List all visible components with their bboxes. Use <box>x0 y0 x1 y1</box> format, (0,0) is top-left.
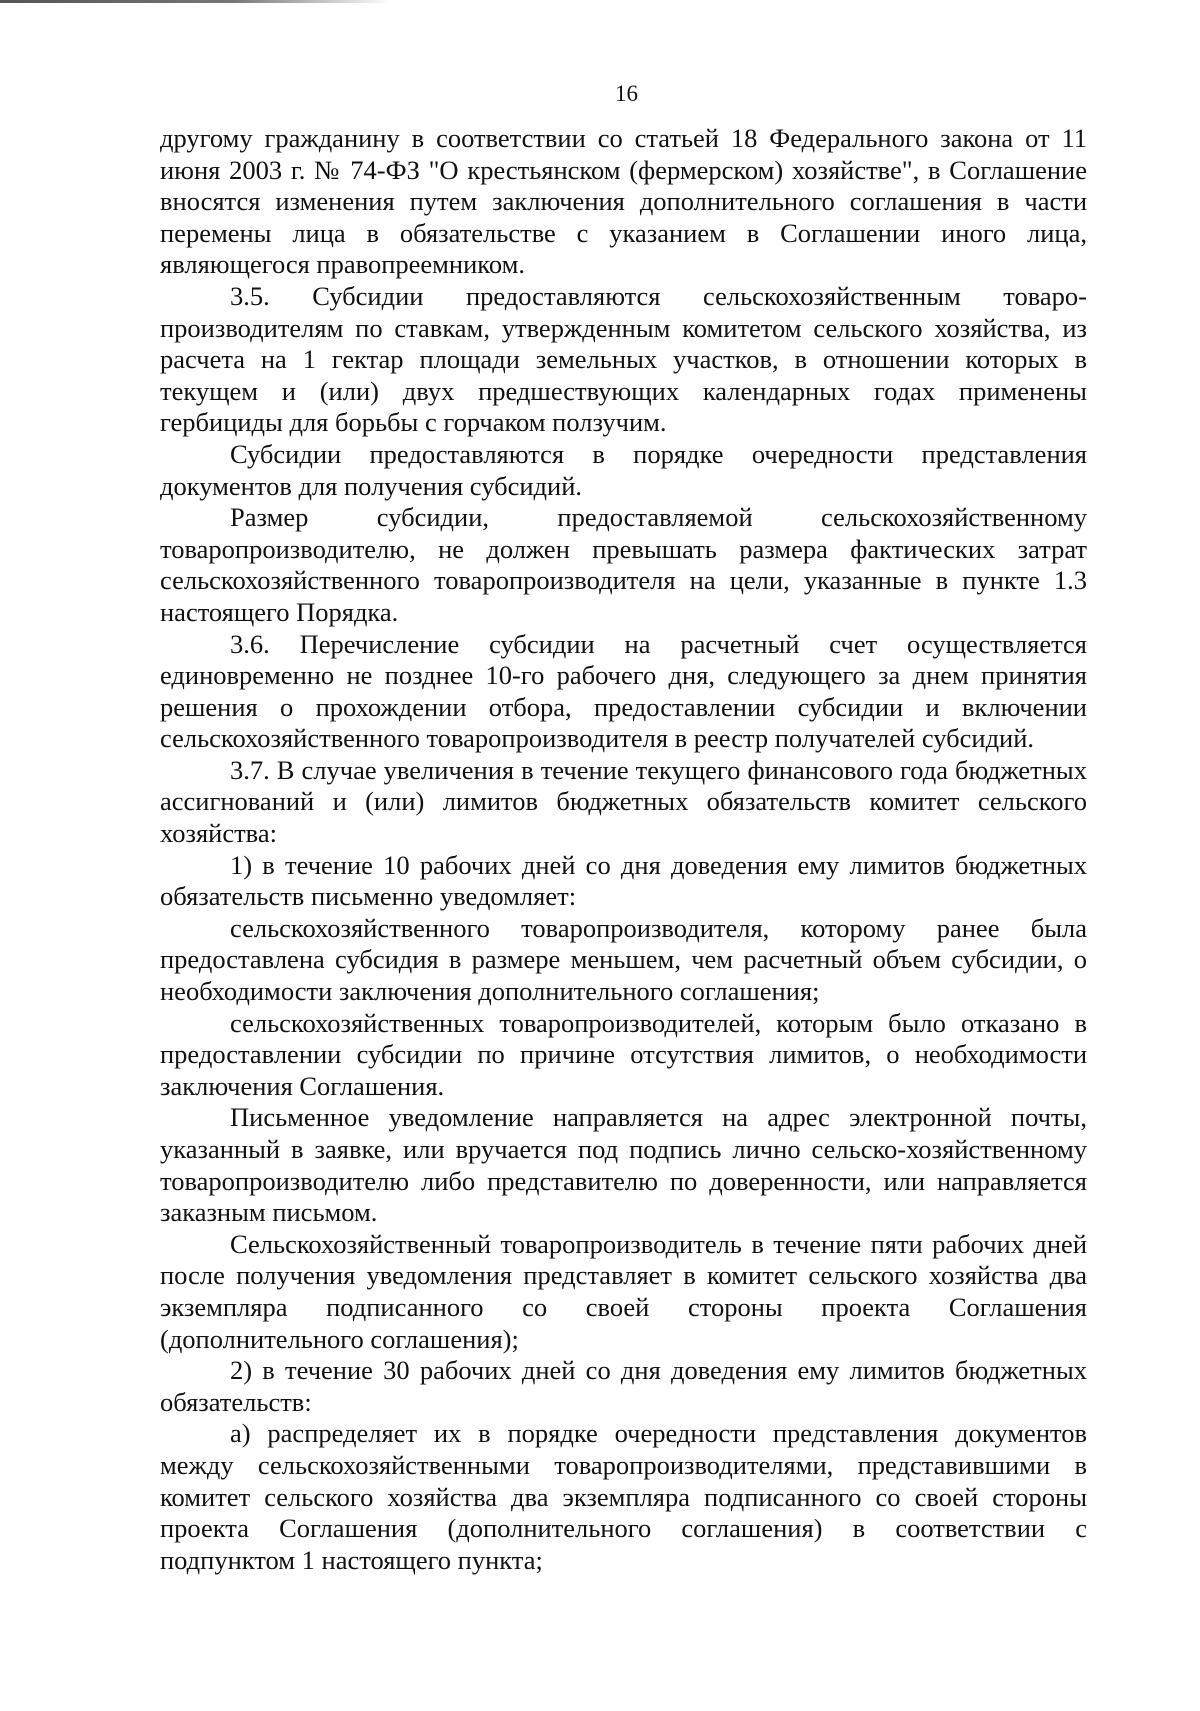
page-number: 16 <box>615 81 638 106</box>
paragraph-producer-submits: Сельскохозяйственный товаропроизводитель в течение пяти рабочих дней после получения уведомления представляет в комитет сельского хозяйства два экземпляра подписанного со своей стороны проекта Соглашения (дополнительного соглашения); <box>160 1228 1087 1354</box>
scan-edge-artifact <box>0 0 390 3</box>
paragraph-item-1: 1) в течение 10 рабочих дней со дня доведения ему лимитов бюджетных обязательств письменно уведомляет: <box>160 849 1087 912</box>
document-body <box>160 123 1087 1576</box>
paragraph-3-6: 3.6. Перечисление субсидии на расчетный счет осуществляется единовременно не позднее 10-го рабочего дня, следующего за днем принятия решения о прохождении отбора, предоставлении субсидии и включении сельскохозяйственного товаропроизводителя в реестр получателей субсидий. <box>160 628 1087 754</box>
paragraph-written-notice: Письменное уведомление направляется на адрес электронной почты, указанный в заявке, или вручается под подпись лично сельско-хозяйственному товаропроизводителю либо представителю по доверенности, или направляется заказным письмом. <box>160 1102 1087 1228</box>
paragraph-item-2: 2) в течение 30 рабочих дней со дня доведения ему лимитов бюджетных обязательств: <box>160 1355 1087 1417</box>
paragraph-notify-refused: сельскохозяйственных товаропроизводителей, которым было отказано в предоставлении субсидии по причине отсутствия лимитов, о необходимости заключения Соглашения. <box>160 1007 1087 1101</box>
paragraph-item-2a: а) распределяет их в порядке очередности представления документов между сельскохозяйственными товаропроизводителями, представившими в комитет сельского хозяйства два экземпляра подписанного со своей стороны проекта Соглашения (дополнительного соглашения) в соответствии с подпунктом 1 настоящего пункта; <box>160 1418 1087 1575</box>
paragraph-continuation: другому гражданину в соответствии со статьей 18 Федерального закона от 11 июня 2003 г. № 74-ФЗ "О крестьянском (фермерском) хозяйстве", в Соглашение вносятся изменения путем заключения дополнительного соглашения в части перемены лица в обязательстве с указанием в Соглашении иного лица, являющегося правопреемником. <box>160 123 1087 280</box>
paragraph-subsidy-order: Субсидии предоставляются в порядке очередности представления документов для получения субсидий. <box>160 438 1087 501</box>
paragraph-3-7: 3.7. В случае увеличения в течение текущего финансового года бюджетных ассигнований и (или) лимитов бюджетных обязательств комитет сельского хозяйства: <box>160 754 1087 849</box>
paragraph-subsidy-amount: Размер субсидии, предоставляемой сельскохозяйственному товаропроизводителю, не должен превышать размера фактических затрат сельскохозяйственного товаропроизводителя на цели, указанные в пункте 1.3 настоящего Порядка. <box>160 502 1087 627</box>
paragraph-notify-producer: сельскохозяйственного товаропроизводителя, которому ранее была предоставлена субсидия в размере меньшем, чем расчетный объем субсидии, о необходимости заключения дополнительного соглашения; <box>160 912 1087 1007</box>
paragraph-3-5: 3.5. Субсидии предоставляются сельскохозяйственным товаро-производителям по ставкам, утвержденным комитетом сельского хозяйства, из расчета на 1 гектар площади земельных участков, в отношении которых в текущем и (или) двух предшествующих календарных годах применены гербициды для борьбы с горчаком ползучим. <box>160 280 1087 438</box>
